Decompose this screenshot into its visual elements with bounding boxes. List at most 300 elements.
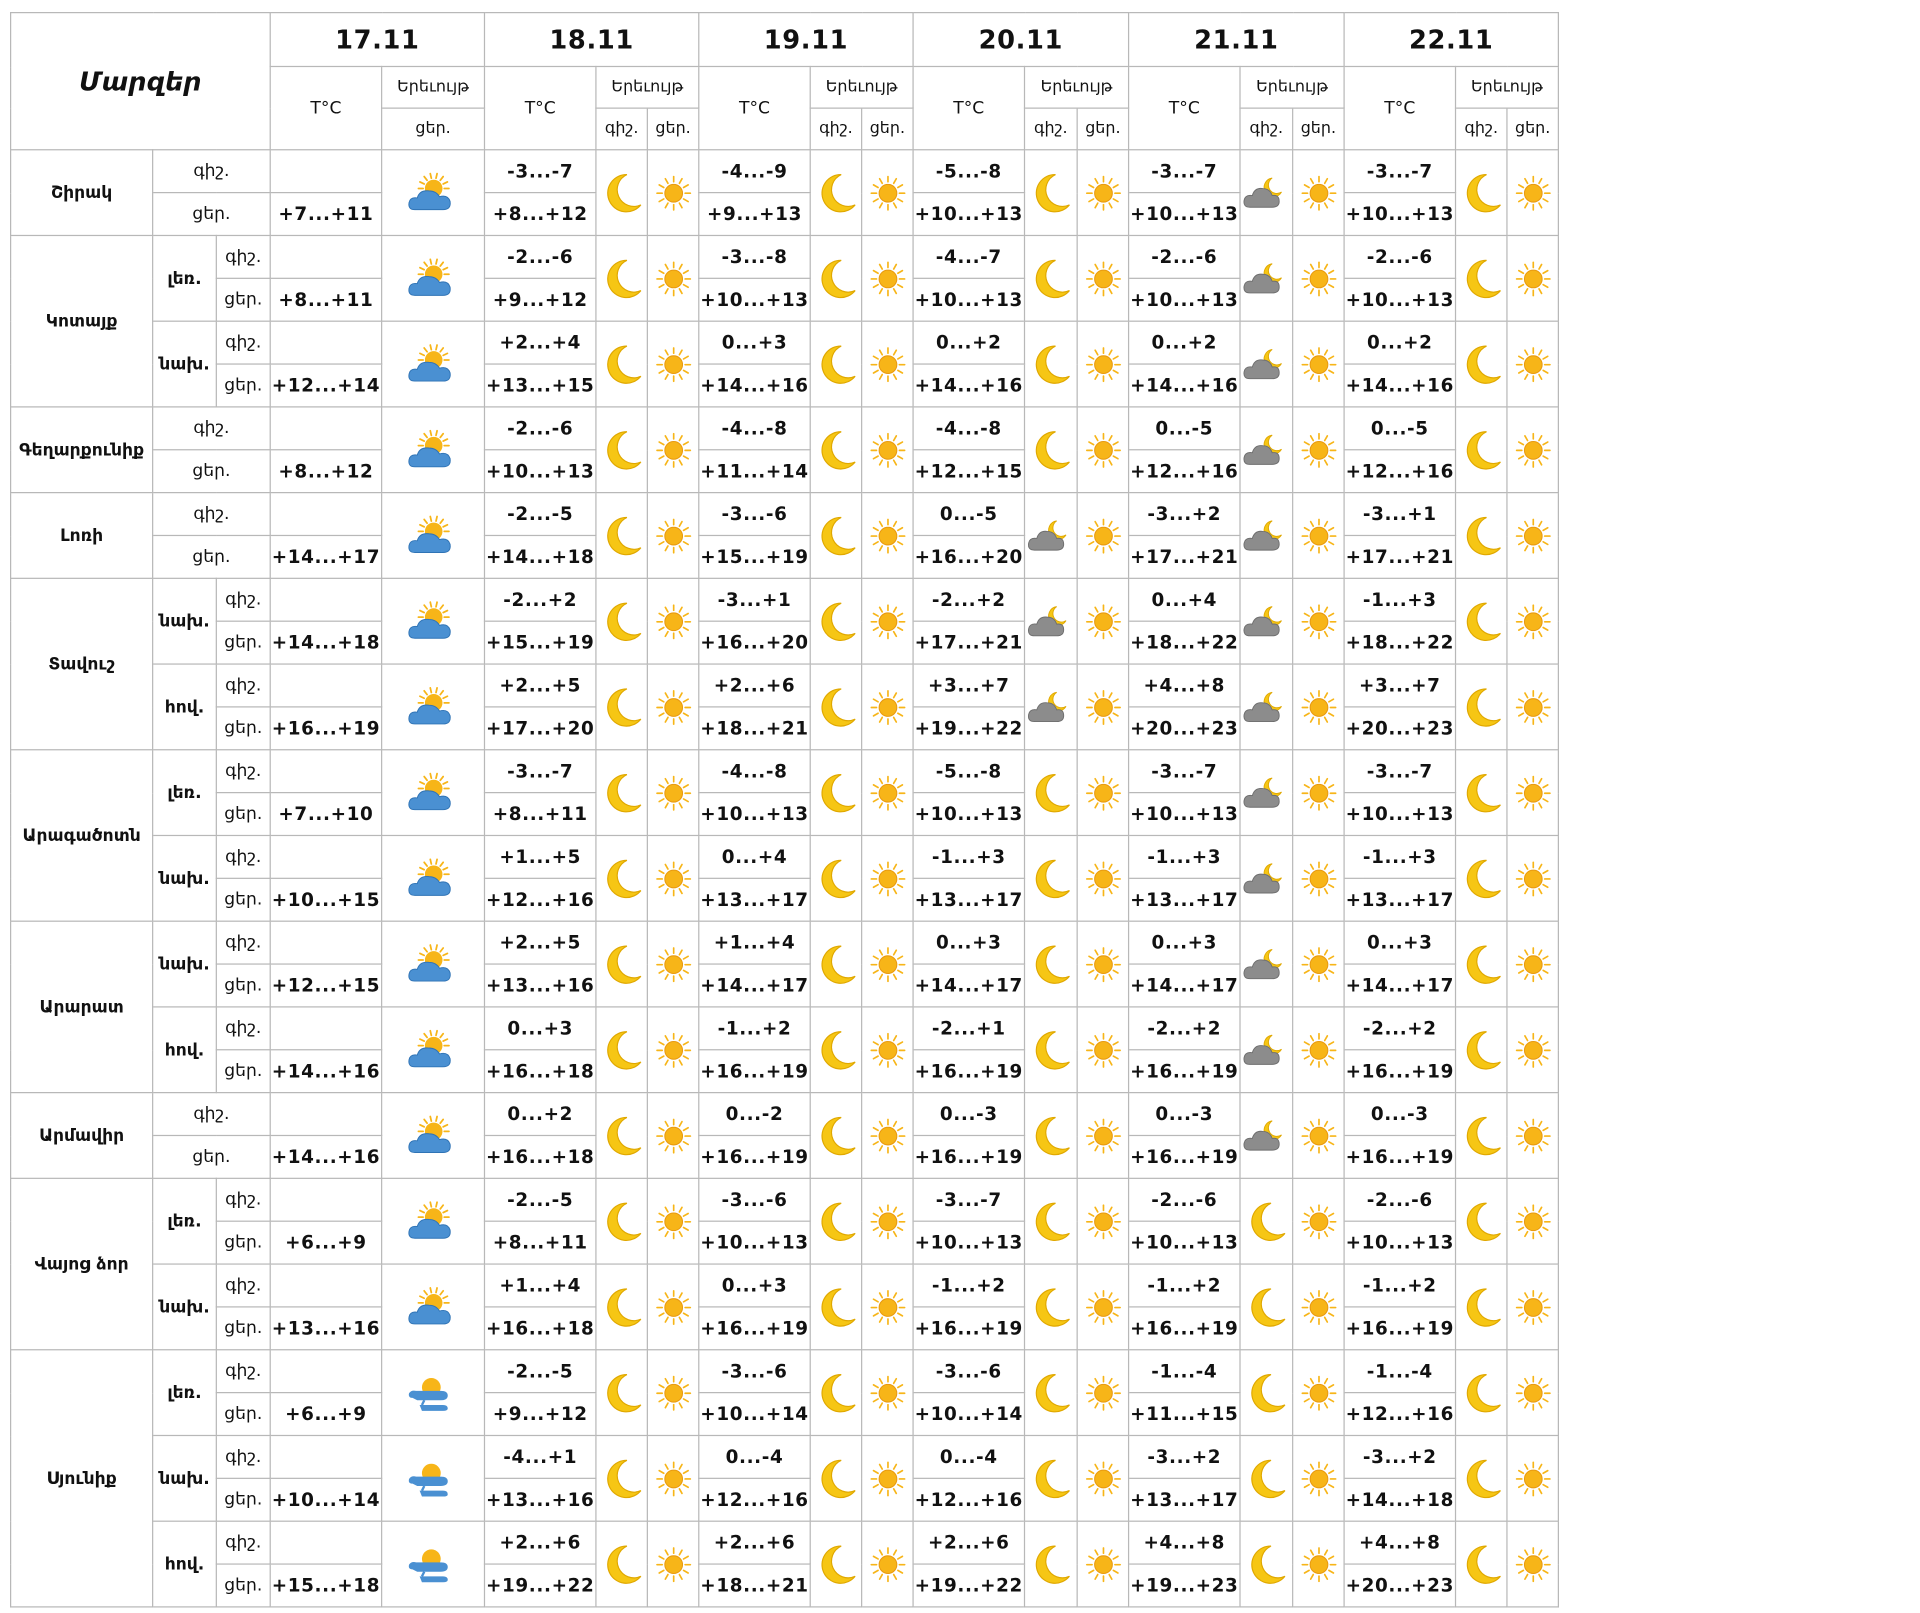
night-temp: -2...-6 [1129,235,1240,278]
date-header: 20.11 [913,13,1129,67]
day-temp: +13...+16 [484,1478,595,1521]
moon-icon [810,150,861,236]
sun-icon [1077,664,1128,750]
sun-icon [647,1435,698,1521]
sun-icon [1507,1093,1558,1179]
moon-icon [596,578,647,664]
day-temp: +14...+18 [484,535,595,578]
sun-icon [862,578,913,664]
night-temp: 0...+4 [1129,578,1240,621]
day-temp: +17...+21 [1129,535,1240,578]
partly-cloudy-sun-icon [382,1178,485,1264]
moon-icon [810,750,861,836]
date-header: 17.11 [270,13,484,67]
cloud-moon-icon [1240,1007,1293,1093]
night-temp [270,493,381,536]
day-temp: +20...+23 [1344,1564,1455,1607]
day-temp: +19...+22 [484,1564,595,1607]
night-label: գիշ. [153,407,271,450]
night-label: գիշ. [216,750,270,793]
night-temp: -1...-4 [1129,1350,1240,1393]
day-temp: +11...+14 [699,450,810,493]
day-temp: +16...+19 [699,1307,810,1350]
night-temp: -2...-6 [1344,235,1455,278]
sun-icon [647,664,698,750]
day-temp: +10...+13 [1129,278,1240,321]
day-label: ցեր. [216,1564,270,1607]
night-temp: -2...+2 [1344,1007,1455,1050]
night-temp: +2...+4 [484,321,595,364]
moon-icon [1456,921,1507,1007]
day-subheader: ցեր. [1507,108,1558,150]
day-temp: +15...+19 [699,535,810,578]
night-temp: +3...+7 [1344,664,1455,707]
night-temp: 0...-4 [699,1435,810,1478]
sun-icon [1077,1435,1128,1521]
temp-header: T°C [1129,66,1240,149]
night-temp: -3...-7 [1344,150,1455,193]
zone-name: նախ. [153,1264,217,1350]
day-temp: +18...+21 [699,707,810,750]
partly-cloudy-sun-icon [382,1093,485,1179]
night-temp: -3...-6 [699,1350,810,1393]
night-temp: -3...-7 [913,1178,1024,1221]
moon-icon [1024,1264,1077,1350]
night-temp: -1...+3 [913,835,1024,878]
weather-header: Երեւույթ [1240,66,1344,108]
sun-icon [862,1093,913,1179]
partly-sunny-rain-icon [382,1521,485,1607]
sun-icon [1507,1264,1558,1350]
sun-icon [647,1007,698,1093]
partly-cloudy-sun-icon [382,321,485,407]
region-name: Շիրակ [11,150,153,236]
sun-icon [647,407,698,493]
night-label: գիշ. [153,150,271,193]
day-temp: +16...+19 [1344,1135,1455,1178]
day-label: ցեր. [216,707,270,750]
cloud-moon-icon [1240,235,1293,321]
temp-header: T°C [270,66,381,149]
night-subheader: գիշ. [1024,108,1077,150]
night-label: գիշ. [216,664,270,707]
moon-icon [1024,1007,1077,1093]
moon-icon [1456,578,1507,664]
moon-icon [810,235,861,321]
night-temp: -3...+2 [1129,1435,1240,1478]
sun-icon [1293,150,1344,236]
day-label: ցեր. [216,278,270,321]
sun-icon [1507,1007,1558,1093]
night-temp [270,1093,381,1136]
day-temp: +14...+16 [270,1050,381,1093]
moon-icon [596,235,647,321]
day-temp: +16...+19 [699,1050,810,1093]
night-temp: +4...+8 [1129,664,1240,707]
day-temp: +16...+19 [1344,1307,1455,1350]
cloud-moon-icon [1240,493,1293,579]
sun-icon [1293,321,1344,407]
moon-icon [1456,835,1507,921]
region-name: Կոտայք [11,235,153,406]
night-temp: -2...-5 [484,1178,595,1221]
night-temp: +1...+5 [484,835,595,878]
night-label: գիշ. [153,1093,271,1136]
day-temp: +15...+18 [270,1564,381,1607]
day-temp: +14...+16 [699,364,810,407]
moon-icon [596,664,647,750]
moon-icon [596,835,647,921]
sun-icon [862,921,913,1007]
moon-icon [1024,1178,1077,1264]
moon-icon [1456,1521,1507,1607]
day-subheader: ցեր. [862,108,913,150]
day-temp: +13...+17 [1344,878,1455,921]
night-temp: -5...-8 [913,750,1024,793]
day-temp: +10...+14 [913,1393,1024,1436]
day-label: ցեր. [216,1393,270,1436]
weather-header: Երեւույթ [1456,66,1559,108]
table-row [11,921,1559,964]
day-temp: +12...+15 [270,964,381,1007]
sun-icon [1507,407,1558,493]
night-temp [270,835,381,878]
region-name: Արագածոտն [11,750,153,921]
night-temp [270,407,381,450]
partly-cloudy-sun-icon [382,1264,485,1350]
day-subheader: ցեր. [647,108,698,150]
sun-icon [1077,493,1128,579]
table-row [11,493,1559,536]
sun-icon [1293,235,1344,321]
weather-header: Երեւույթ [382,66,485,108]
night-temp: -2...+2 [913,578,1024,621]
sun-icon [647,1521,698,1607]
sun-icon [1077,578,1128,664]
night-label: գիշ. [216,235,270,278]
partly-cloudy-sun-icon [382,750,485,836]
sun-icon [647,1093,698,1179]
region-name: Վայոց ձոր [11,1178,153,1349]
sun-icon [1077,1521,1128,1607]
forecast-container [10,12,1559,1608]
night-temp: -2...-6 [484,407,595,450]
zone-name: նախ. [153,321,217,407]
night-temp [270,1007,381,1050]
day-temp: +10...+13 [913,278,1024,321]
sun-icon [862,1264,913,1350]
night-temp: -3...+2 [1344,1435,1455,1478]
night-temp: -3...-7 [1129,150,1240,193]
sun-icon [1507,664,1558,750]
sun-icon [647,493,698,579]
moon-icon [810,1007,861,1093]
forecast-table [10,12,1559,1608]
night-temp: -1...+3 [1344,578,1455,621]
night-temp: +4...+8 [1129,1521,1240,1564]
zone-name: լեռ. [153,235,217,321]
day-temp: +10...+13 [1344,793,1455,836]
night-temp: 0...-4 [913,1435,1024,1478]
day-temp: +8...+11 [270,278,381,321]
night-temp [270,1264,381,1307]
sun-icon [1293,750,1344,836]
sun-icon [1077,407,1128,493]
day-label: ցեր. [216,878,270,921]
night-temp: +1...+4 [484,1264,595,1307]
moon-icon [810,407,861,493]
night-temp: 0...+2 [913,321,1024,364]
sun-icon [1077,1178,1128,1264]
night-temp: 0...-3 [913,1093,1024,1136]
sun-icon [1507,1350,1558,1436]
night-label: գիշ. [216,1350,270,1393]
sun-icon [1293,1264,1344,1350]
night-temp: 0...+3 [699,321,810,364]
night-temp: +2...+6 [484,1521,595,1564]
date-header: 19.11 [699,13,913,67]
day-label: ցեր. [216,1050,270,1093]
day-temp: +14...+16 [913,364,1024,407]
sun-icon [647,235,698,321]
day-label: ցեր. [216,1307,270,1350]
moon-icon [596,493,647,579]
day-temp: +16...+19 [1129,1050,1240,1093]
sun-icon [1293,578,1344,664]
sun-icon [1507,150,1558,236]
night-temp: -2...+2 [1129,1007,1240,1050]
day-label: ցեր. [153,450,271,493]
night-temp: -2...-5 [484,1350,595,1393]
moon-icon [810,664,861,750]
day-temp: +19...+22 [913,707,1024,750]
moon-icon [1024,235,1077,321]
moon-icon [1024,921,1077,1007]
day-temp: +9...+12 [484,1393,595,1436]
day-temp: +13...+15 [484,364,595,407]
sun-icon [647,1264,698,1350]
night-temp: -3...-6 [913,1350,1024,1393]
cloud-moon-icon [1240,750,1293,836]
sun-icon [647,578,698,664]
moon-icon [1024,750,1077,836]
cloud-moon-icon [1240,921,1293,1007]
night-temp: 0...-3 [1129,1093,1240,1136]
day-temp: +14...+16 [1344,364,1455,407]
moon-icon [1024,1435,1077,1521]
sun-icon [862,407,913,493]
day-temp: +16...+18 [484,1307,595,1350]
night-temp: +2...+6 [913,1521,1024,1564]
sun-icon [862,664,913,750]
table-title: Մարզեր [11,13,271,150]
day-temp: +19...+23 [1129,1564,1240,1607]
sun-icon [1077,750,1128,836]
day-temp: +12...+15 [913,450,1024,493]
night-temp: 0...+3 [484,1007,595,1050]
sun-icon [1293,493,1344,579]
sun-icon [1293,407,1344,493]
day-temp: +14...+17 [1344,964,1455,1007]
table-row [11,750,1559,793]
moon-icon [596,750,647,836]
partly-cloudy-sun-icon [382,150,485,236]
night-label: գիշ. [216,1264,270,1307]
sun-icon [862,321,913,407]
night-temp: 0...-2 [699,1093,810,1136]
date-header: 21.11 [1129,13,1345,67]
cloud-moon-icon [1240,664,1293,750]
moon-icon [1456,1435,1507,1521]
night-temp [270,235,381,278]
partly-cloudy-sun-icon [382,1007,485,1093]
moon-icon [1024,835,1077,921]
sun-icon [1077,921,1128,1007]
zone-name: հով. [153,1007,217,1093]
table-row [11,578,1559,621]
day-temp: +13...+17 [699,878,810,921]
moon-icon [596,1007,647,1093]
day-temp: +8...+11 [484,1221,595,1264]
night-temp: 0...+2 [484,1093,595,1136]
cloud-moon-icon [1240,835,1293,921]
moon-icon [810,493,861,579]
moon-icon [810,1350,861,1436]
day-temp: +16...+19 [270,707,381,750]
sun-icon [1507,578,1558,664]
night-temp: -3...-7 [1129,750,1240,793]
table-row [11,150,1559,193]
cloud-moon-icon [1240,578,1293,664]
sun-icon [1077,235,1128,321]
moon-icon [596,1178,647,1264]
sun-icon [1293,664,1344,750]
table-row [11,407,1559,450]
night-temp: 0...+3 [913,921,1024,964]
date-header: 22.11 [1344,13,1558,67]
night-label: գիշ. [216,1007,270,1050]
night-temp [270,150,381,193]
day-label: ցեր. [216,793,270,836]
day-label: ցեր. [216,1221,270,1264]
night-subheader: գիշ. [810,108,861,150]
date-header: 18.11 [484,13,698,67]
day-temp: +10...+13 [1344,278,1455,321]
night-temp [270,921,381,964]
moon-icon [810,1521,861,1607]
moon-icon [1456,493,1507,579]
day-temp: +8...+12 [484,193,595,236]
zone-name: նախ. [153,921,217,1007]
region-name: Գեղարքունիք [11,407,153,493]
night-temp: -4...-8 [699,750,810,793]
day-temp: +10...+13 [913,793,1024,836]
partly-cloudy-sun-icon [382,664,485,750]
night-temp: -1...+3 [1129,835,1240,878]
moon-icon [810,921,861,1007]
night-subheader: գիշ. [1456,108,1507,150]
day-temp: +15...+19 [484,621,595,664]
day-temp: +14...+16 [1129,364,1240,407]
day-temp: +16...+19 [913,1050,1024,1093]
sun-icon [1507,750,1558,836]
day-label: ցեր. [153,535,271,578]
day-temp: +16...+19 [699,1135,810,1178]
zone-name: լեռ. [153,1178,217,1264]
moon-icon [810,321,861,407]
moon-icon [1456,664,1507,750]
moon-icon [1456,235,1507,321]
day-temp: +16...+18 [484,1050,595,1093]
day-temp: +12...+16 [1344,1393,1455,1436]
day-temp: +16...+19 [913,1307,1024,1350]
day-temp: +12...+16 [913,1478,1024,1521]
day-temp: +14...+16 [270,1135,381,1178]
partly-cloudy-sun-icon [382,235,485,321]
moon-icon [810,1264,861,1350]
night-subheader: գիշ. [1240,108,1293,150]
day-temp: +16...+20 [699,621,810,664]
cloud-moon-icon [1240,407,1293,493]
sun-icon [1293,1178,1344,1264]
moon-icon [1456,407,1507,493]
sun-icon [1077,321,1128,407]
table-row [11,664,1559,707]
night-temp: 0...+3 [1344,921,1455,964]
region-name: Արարատ [11,921,153,1092]
night-temp: -2...-6 [1129,1178,1240,1221]
sun-icon [1077,1350,1128,1436]
sun-icon [862,235,913,321]
day-temp: +14...+18 [1344,1478,1455,1521]
day-temp: +9...+13 [699,193,810,236]
sun-icon [647,750,698,836]
sun-icon [1507,493,1558,579]
night-temp: +1...+4 [699,921,810,964]
day-temp: +10...+13 [699,278,810,321]
sun-icon [862,1521,913,1607]
sun-icon [1293,1007,1344,1093]
moon-icon [1456,1264,1507,1350]
cloud-moon-icon [1240,150,1293,236]
night-temp: -1...+2 [913,1264,1024,1307]
table-row [11,1178,1559,1221]
partly-cloudy-sun-icon [382,578,485,664]
night-temp: +3...+7 [913,664,1024,707]
moon-icon [596,921,647,1007]
moon-icon [1456,750,1507,836]
day-subheader: ցեր. [382,108,485,150]
day-temp: +13...+17 [1129,878,1240,921]
zone-name: լեռ. [153,750,217,836]
night-temp: 0...+3 [1129,921,1240,964]
night-temp: -2...-6 [1344,1178,1455,1221]
sun-icon [1077,1264,1128,1350]
sun-icon [647,321,698,407]
moon-icon [1240,1350,1293,1436]
day-temp: +20...+23 [1344,707,1455,750]
day-temp: +19...+22 [913,1564,1024,1607]
night-temp [270,1178,381,1221]
partly-cloudy-sun-icon [382,835,485,921]
day-temp: +13...+17 [913,878,1024,921]
region-name: Սյունիք [11,1350,153,1607]
day-temp: +10...+13 [1129,1221,1240,1264]
night-temp: 0...-3 [1344,1093,1455,1136]
zone-name: հով. [153,1521,217,1607]
night-temp: -4...+1 [484,1435,595,1478]
sun-icon [647,1350,698,1436]
